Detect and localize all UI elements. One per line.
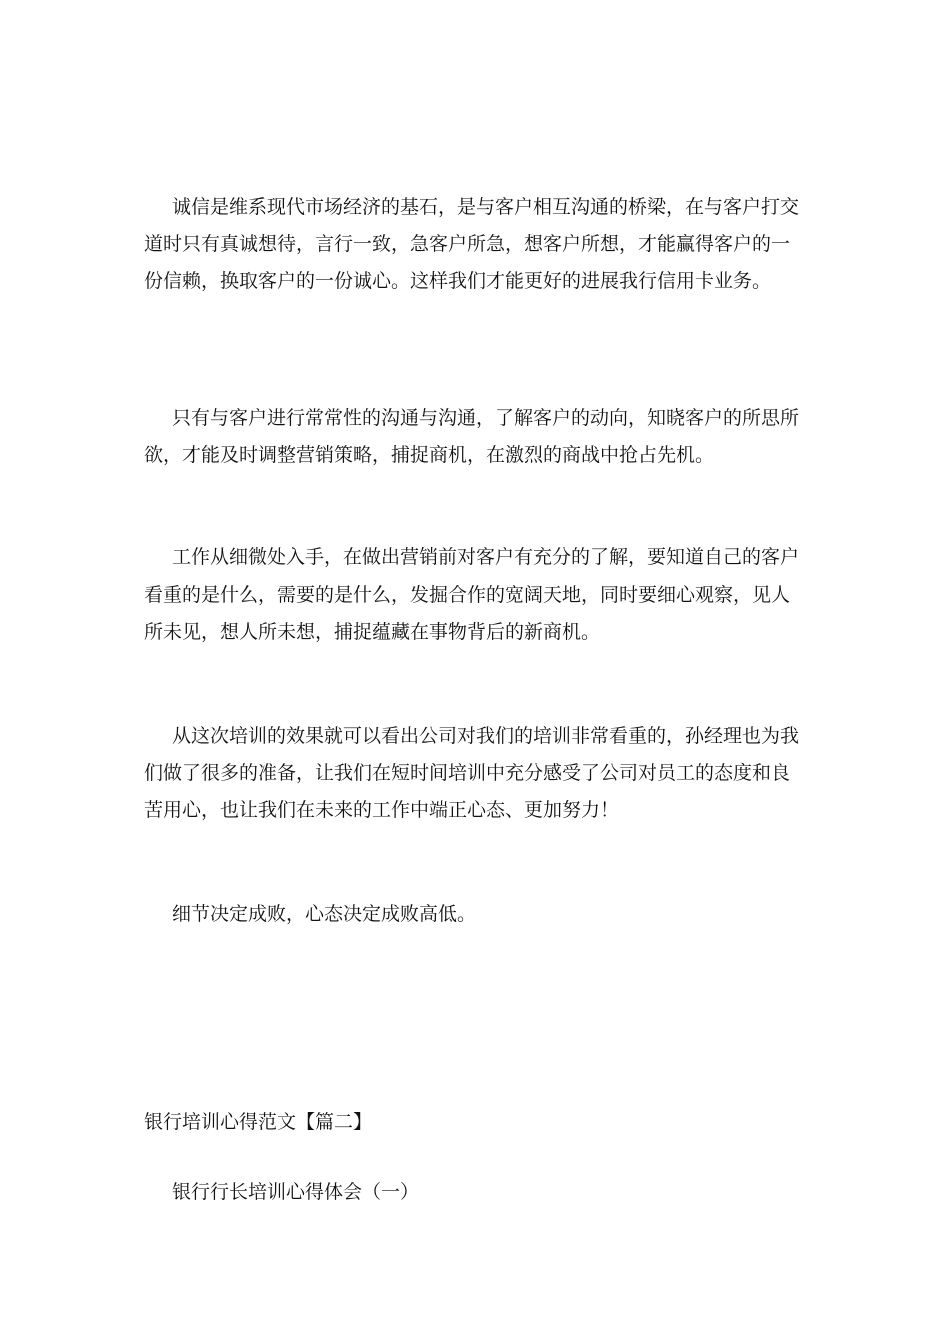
paragraph-4-line-3: 苦用心，也让我们在未来的工作中端正心态、更加努力！ xyxy=(144,799,620,821)
paragraph-3-line-1: 工作从细微处入手，在做出营销前对客户有充分的了解，要知道自己的客户 xyxy=(172,546,800,568)
paragraph-3-line-2: 看重的是什么，需要的是什么，发掘合作的宽阔天地，同时要细心观察，见人 xyxy=(144,584,791,606)
paragraph-2-line-1: 只有与客户进行常常性的沟通与沟通，了解客户的动向，知晓客户的所思所 xyxy=(172,407,800,429)
section-title: 银行培训心得范文【篇二】 xyxy=(144,1111,373,1133)
paragraph-3-line-3: 所未见，想人所未想，捕捉蕴藏在事物背后的新商机。 xyxy=(144,621,601,643)
paragraph-2-line-2: 欲，才能及时调整营销策略，捕捉商机，在激烈的商战中抢占先机。 xyxy=(144,444,715,466)
paragraph-1-line-2: 道时只有真诚想待，言行一致，急客户所急，想客户所想，才能赢得客户的一 xyxy=(144,233,791,255)
paragraph-4-line-1: 从这次培训的效果就可以看出公司对我们的培训非常看重的，孙经理也为我 xyxy=(172,725,800,747)
subtitle: 银行行长培训心得体会（一） xyxy=(172,1181,420,1203)
paragraph-1-line-1: 诚信是维系现代市场经济的基石，是与客户相互沟通的桥梁，在与客户打交 xyxy=(172,196,800,218)
paragraph-4-line-2: 们做了很多的准备，让我们在短时间培训中充分感受了公司对员工的态度和良 xyxy=(144,762,791,784)
paragraph-5-line-1: 细节决定成败，心态决定成败高低。 xyxy=(172,903,477,925)
paragraph-1-line-3: 份信赖，换取客户的一份诚心。这样我们才能更好的进展我行信用卡业务。 xyxy=(144,270,772,292)
